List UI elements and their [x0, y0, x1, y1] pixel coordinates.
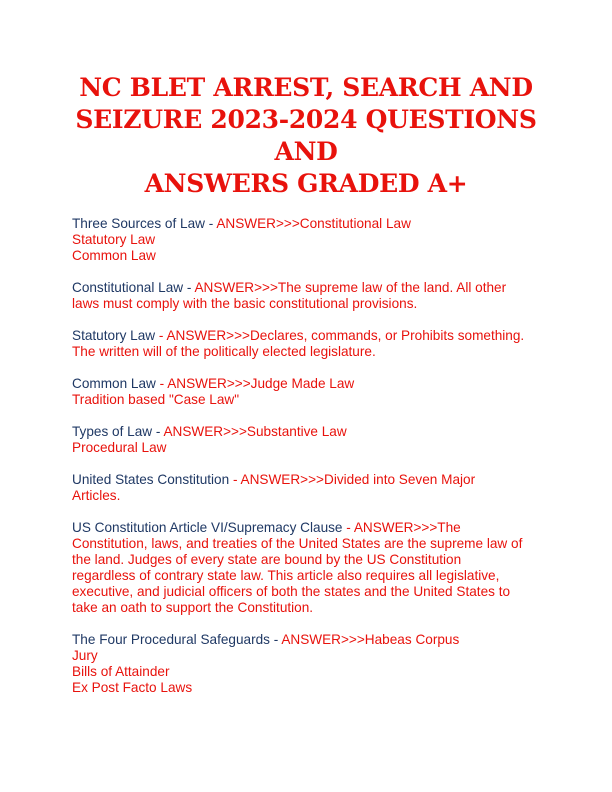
qa-item [72, 216, 552, 264]
question-separator: - [229, 472, 241, 487]
answer-text: ANSWER>>>The supreme law of the land. All other laws must comply with the basic constitutional provisions. [72, 280, 507, 311]
question-separator: - [204, 216, 217, 231]
question-text: Types of Law [72, 424, 153, 439]
qa-list [72, 216, 552, 712]
question-separator: - [155, 376, 168, 391]
qa-item [72, 632, 552, 696]
question-text: Three Sources of Law [72, 216, 205, 231]
answer-text: ANSWER>>>Judge Made Law Tradition based "Case Law" [72, 376, 355, 407]
answer-text: ANSWER>>>Divided into Seven Major Articles. [72, 472, 476, 503]
answer-text: ANSWER>>>Constitutional Law Statutory Law Common Law [72, 216, 411, 263]
question-text: United States Constitution [72, 472, 230, 487]
question-text: US Constitution Article VI/Supremacy Clause [72, 520, 343, 535]
question-separator: - [183, 280, 195, 295]
question-separator: - [155, 328, 167, 343]
answer-text: ANSWER>>>Declares, commands, or Prohibits something. The written will of the politically elected legislature. [72, 328, 525, 359]
qa-item [72, 328, 552, 360]
answer-text: ANSWER>>>The Constitution, laws, and treaties of the United States are the supreme law of the land. Judges of every state are bound by the US Constitution regardless of contrary state law. This article also requires all legislative, executive, and judicial officers of both the states and the United States to take an oath to support the Constitution. [72, 520, 523, 615]
question-text: Constitutional Law [72, 280, 184, 295]
title-line: ANSWERS GRADED A+ [144, 169, 468, 198]
question-text: Statutory Law [72, 328, 156, 343]
document-title [40, 72, 572, 200]
answer-text: ANSWER>>>Habeas Corpus Jury Bills of Attainder Ex Post Facto Laws [72, 632, 460, 695]
qa-item [72, 424, 552, 456]
question-text: The Four Procedural Safeguards [72, 632, 270, 647]
qa-item [72, 376, 552, 408]
qa-item [72, 472, 552, 504]
question-separator: - [269, 632, 282, 647]
title-line: SEIZURE 2023-2024 QUESTIONS AND [75, 105, 537, 166]
question-text: Common Law [72, 376, 156, 391]
answer-text: ANSWER>>>Substantive Law Procedural Law [72, 424, 347, 455]
question-separator: - [152, 424, 164, 439]
qa-item [72, 280, 552, 312]
question-separator: - [342, 520, 354, 535]
title-line: NC BLET ARREST, SEARCH AND [79, 73, 533, 102]
qa-item [72, 520, 552, 616]
